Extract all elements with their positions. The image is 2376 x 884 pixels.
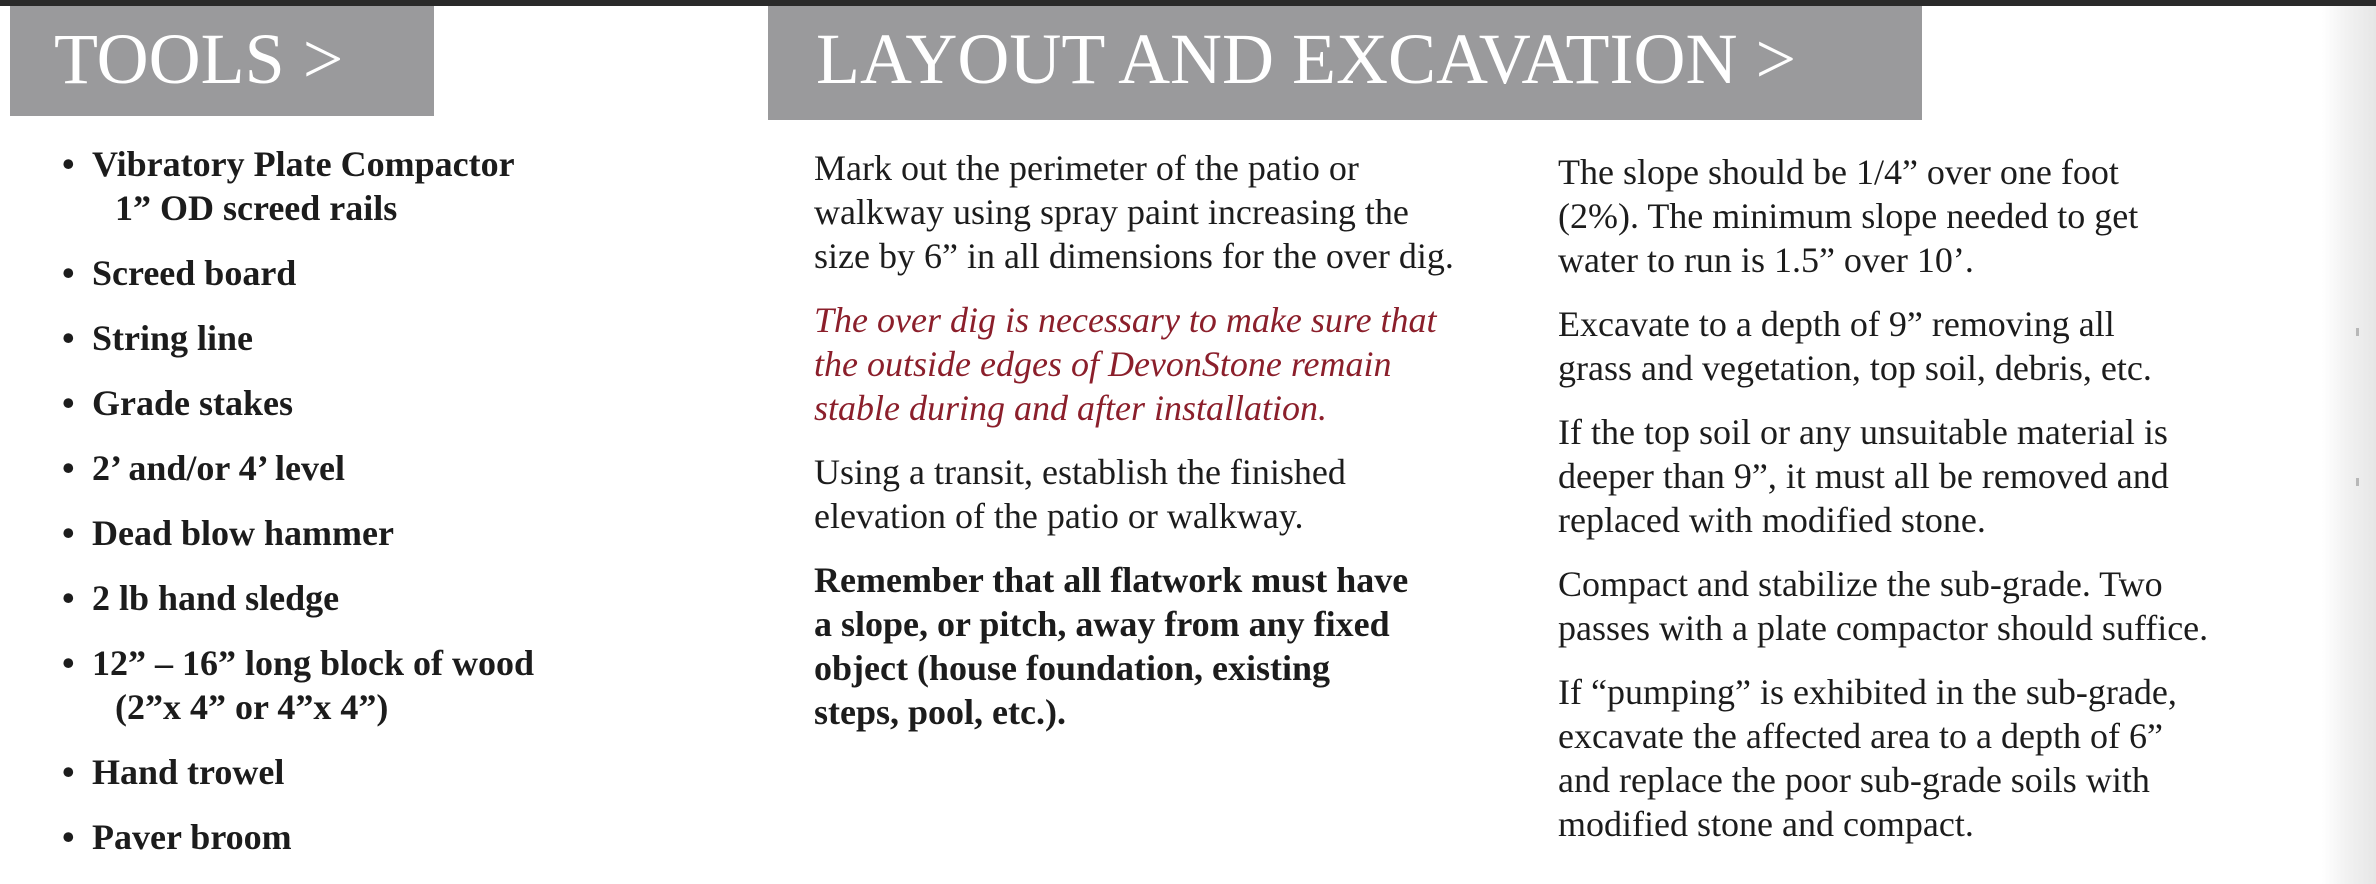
- text-line: (2%). The minimum slope needed to get: [1558, 196, 2139, 236]
- bullet: •: [62, 578, 75, 618]
- bullet: •: [62, 253, 75, 293]
- edge-mark: [2356, 328, 2359, 336]
- tools-list: [62, 142, 702, 880]
- list-item-text: (2”x 4” or 4”x 4”): [115, 687, 389, 727]
- text-line: walkway using spray paint increasing the: [814, 192, 1409, 232]
- list-item-text: 12” – 16” long block of wood: [92, 643, 535, 683]
- text-line: Mark out the perimeter of the patio or: [814, 148, 1359, 188]
- list-item-text: Hand trowel: [92, 752, 285, 792]
- edge-mark: [2356, 478, 2359, 486]
- text-line: elevation of the patio or walkway.: [814, 496, 1304, 536]
- text-line: Compact and stabilize the sub-grade. Two: [1558, 564, 2163, 604]
- text-line: stable during and after installation.: [814, 388, 1328, 428]
- text-line: modified stone and compact.: [1558, 804, 1974, 844]
- layout-text-column: [814, 146, 1514, 754]
- text-line: water to run is 1.5” over 10’.: [1558, 240, 1974, 280]
- text-line: The over dig is necessary to make sure that: [814, 300, 1437, 340]
- layout-header-title: LAYOUT AND EXCAVATION >: [816, 19, 1797, 99]
- paragraph-unsuitable-material: [1558, 410, 2318, 542]
- text-line: The slope should be 1/4” over one foot: [1558, 152, 2119, 192]
- list-item-text: 2 lb hand sledge: [92, 578, 340, 618]
- list-item: [62, 641, 702, 729]
- text-line: Remember that all flatwork must have: [814, 560, 1409, 600]
- text-line: excavate the affected area to a depth of 6”: [1558, 716, 2163, 756]
- paragraph-compact: [1558, 562, 2318, 650]
- list-item: [62, 511, 702, 555]
- text-line: replaced with modified stone.: [1558, 500, 1986, 540]
- paragraph-excavate: [1558, 302, 2318, 390]
- layout-excavation-header: [768, 6, 1922, 120]
- text-line: deeper than 9”, it must all be removed and: [1558, 456, 2169, 496]
- list-item: [62, 750, 702, 794]
- paragraph-over-dig-note: [814, 298, 1514, 430]
- list-item-text: Grade stakes: [92, 383, 293, 423]
- list-item-text: 2’ and/or 4’ level: [92, 448, 345, 488]
- bullet: •: [62, 513, 75, 553]
- tools-header-title: TOOLS >: [54, 19, 344, 99]
- bullet: •: [62, 817, 75, 857]
- text-line: Excavate to a depth of 9” removing all: [1558, 304, 2115, 344]
- list-item-text: String line: [92, 318, 254, 358]
- list-item-text: Dead blow hammer: [92, 513, 394, 553]
- list-item: [62, 446, 702, 490]
- paragraph-pumping: [1558, 670, 2318, 846]
- bullet: •: [62, 448, 75, 488]
- list-item: [62, 142, 702, 230]
- list-item-text: Screed board: [92, 253, 297, 293]
- bullet: •: [62, 318, 75, 358]
- list-item: [62, 316, 702, 360]
- text-line: a slope, or pitch, away from any fixed: [814, 604, 1390, 644]
- paragraph-transit: [814, 450, 1514, 538]
- paragraph-slope-reminder: [814, 558, 1514, 734]
- text-line: the outside edges of DevonStone remain: [814, 344, 1392, 384]
- bullet: •: [62, 752, 75, 792]
- bullet: •: [62, 144, 75, 184]
- paragraph-slope: [1558, 150, 2318, 282]
- excavation-text-column: [1558, 150, 2318, 866]
- list-item-text: 1” OD screed rails: [115, 188, 398, 228]
- text-line: If the top soil or any unsuitable material is: [1558, 412, 2168, 452]
- paragraph-perimeter: [814, 146, 1514, 278]
- page-edge-shadow: [2322, 6, 2376, 884]
- list-item-text: Vibratory Plate Compactor: [92, 144, 515, 184]
- text-line: object (house foundation, existing: [814, 648, 1331, 688]
- list-item: [62, 576, 702, 620]
- text-line: If “pumping” is exhibited in the sub-grade,: [1558, 672, 2177, 712]
- list-item: [62, 251, 702, 295]
- list-item: [62, 815, 702, 859]
- bullet: •: [62, 383, 75, 423]
- text-line: and replace the poor sub-grade soils with: [1558, 760, 2150, 800]
- tools-header: [10, 6, 434, 116]
- text-line: grass and vegetation, top soil, debris, etc.: [1558, 348, 2152, 388]
- bullet: •: [62, 643, 75, 683]
- text-line: size by 6” in all dimensions for the over dig.: [814, 236, 1454, 276]
- list-item: [62, 381, 702, 425]
- text-line: passes with a plate compactor should suffice.: [1558, 608, 2209, 648]
- text-line: steps, pool, etc.).: [814, 692, 1066, 732]
- text-line: Using a transit, establish the finished: [814, 452, 1346, 492]
- list-item-text: Paver broom: [92, 817, 292, 857]
